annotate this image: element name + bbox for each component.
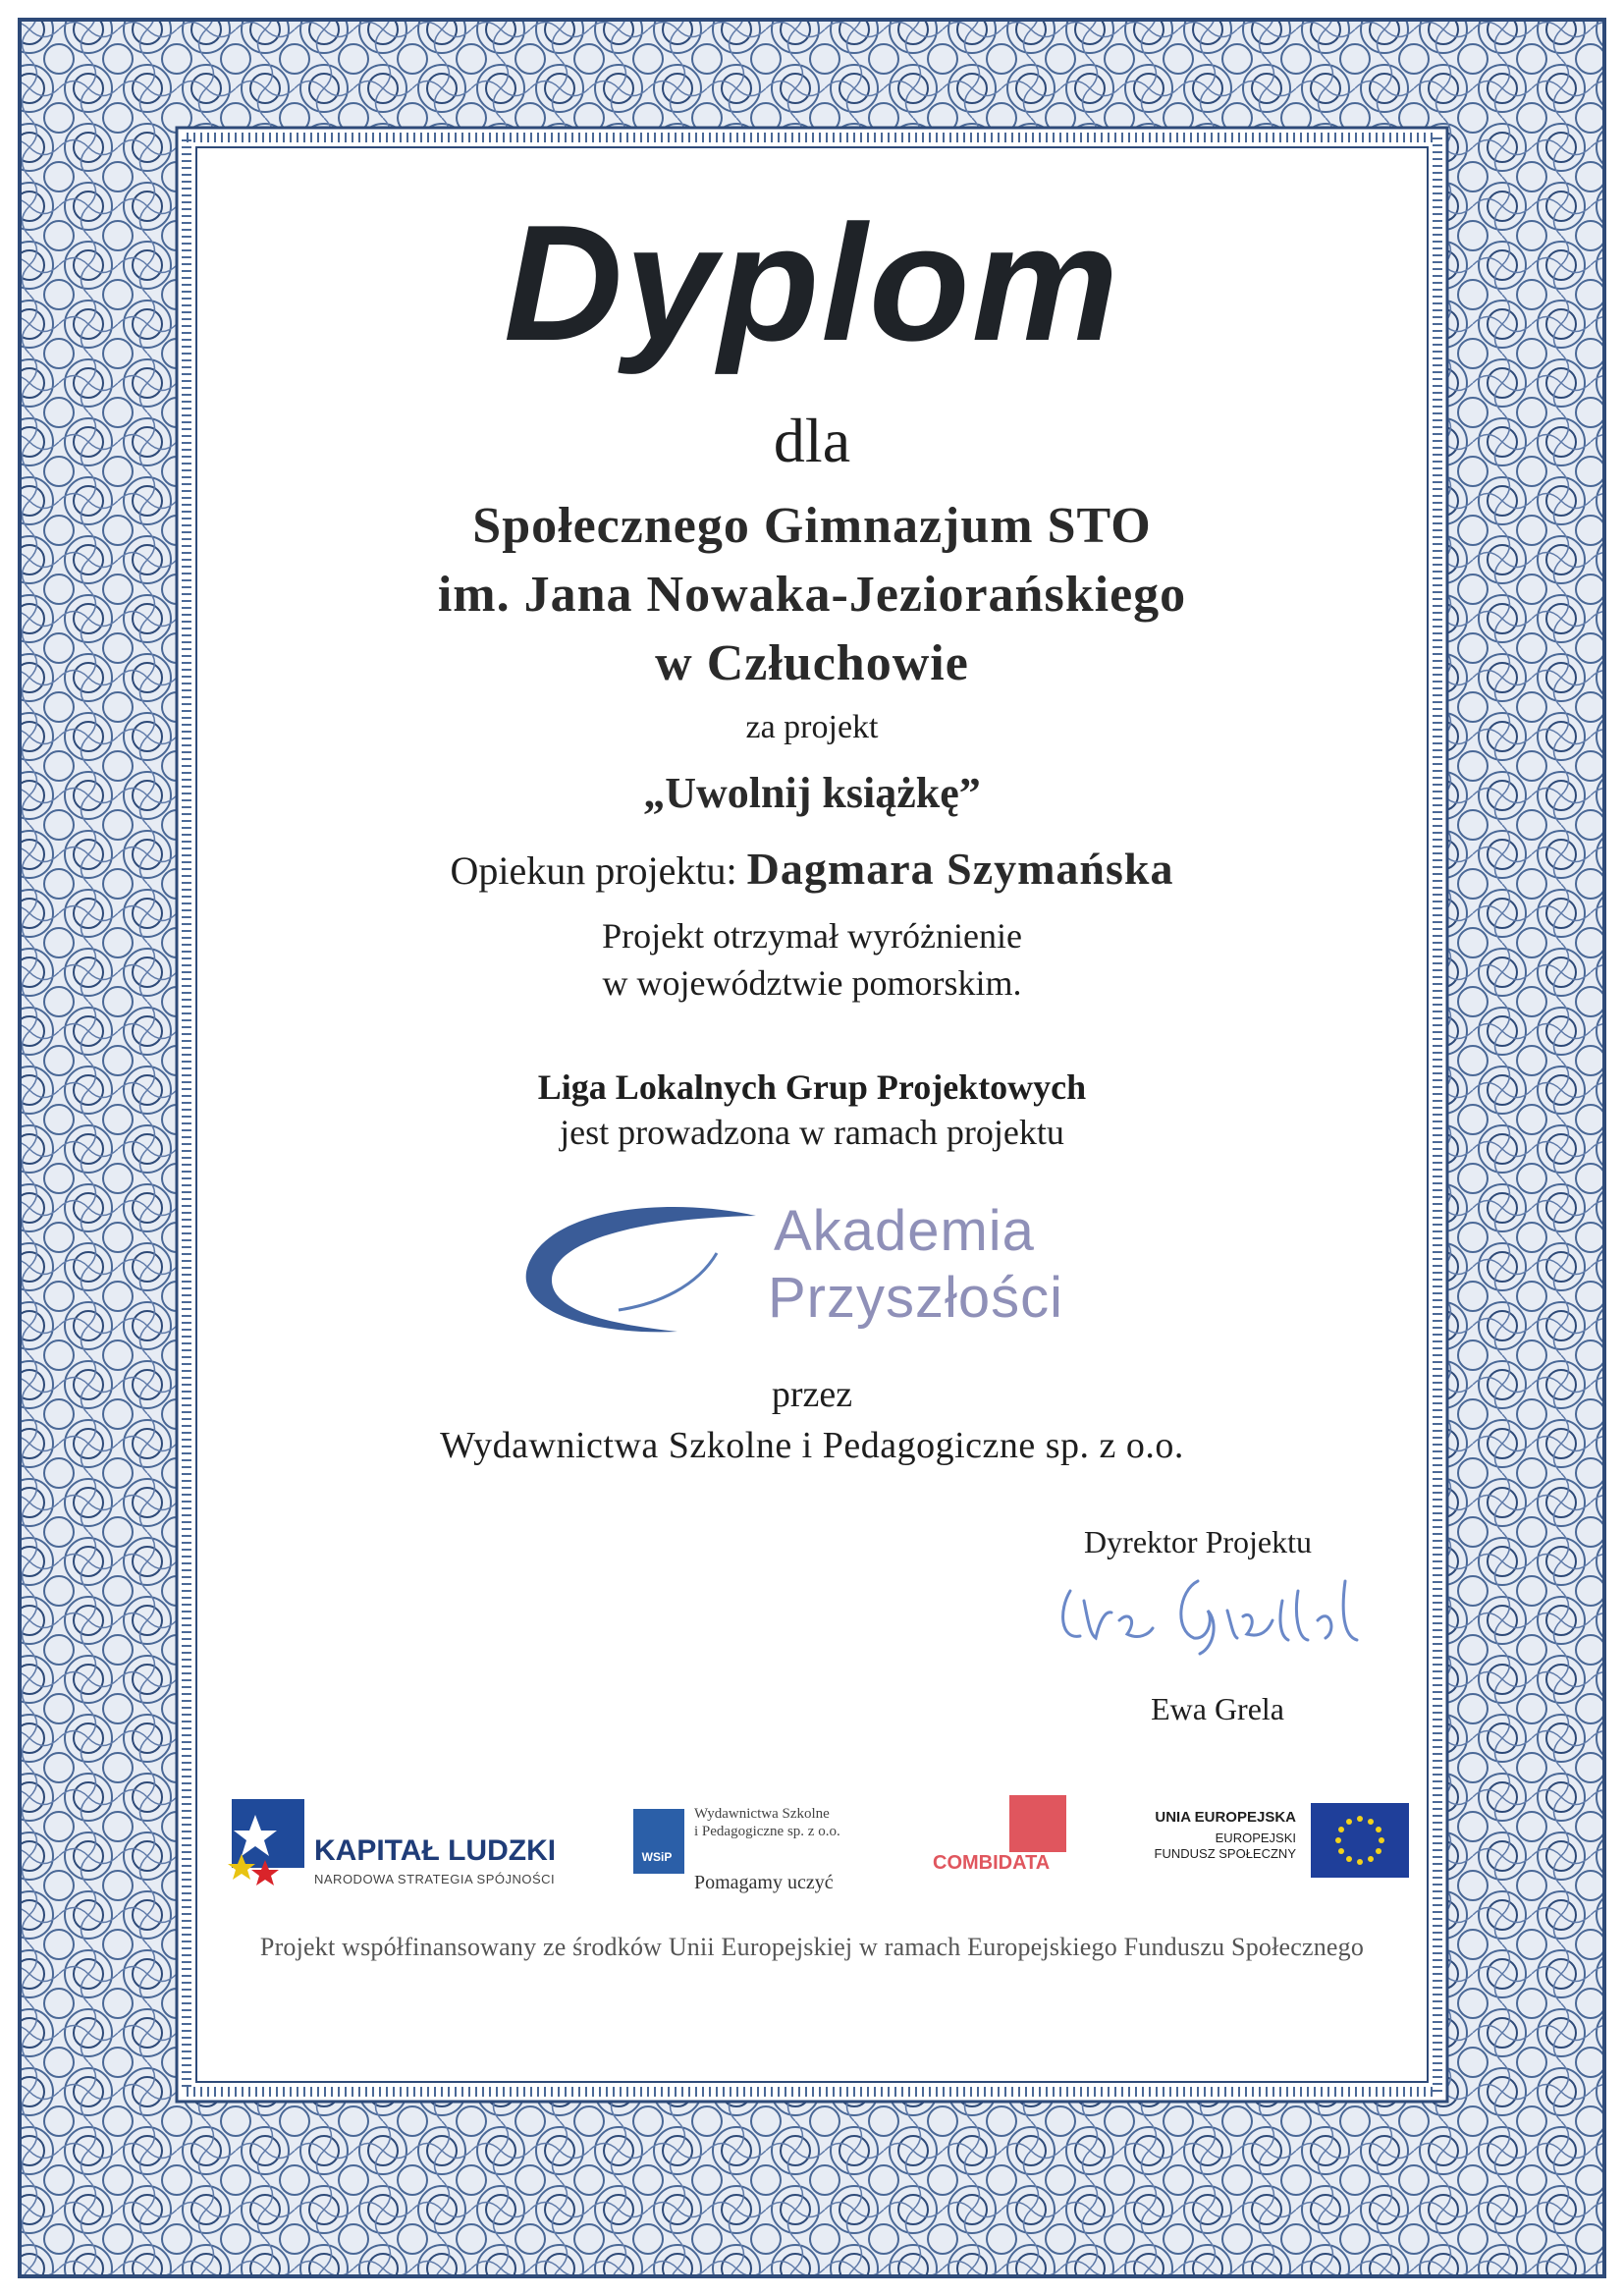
kapital-ludzki-stars-icon xyxy=(226,1795,308,1903)
sponsor-logos xyxy=(216,1777,1408,1925)
handwritten-signature xyxy=(1051,1552,1384,1660)
akademia-text-line-1: Akademia xyxy=(774,1199,1035,1263)
wsip-slogan: Pomagamy uczyć xyxy=(694,1872,834,1893)
wsip-label: WSiP xyxy=(641,1850,673,1864)
publisher-name: Wydawnictwa Szkolne i Pedagogiczne sp. z o.o. xyxy=(440,1425,1184,1466)
akademia-swoosh-icon xyxy=(511,1188,785,1385)
school-name-line-3: w Człuchowie xyxy=(655,635,969,691)
combidata-logo xyxy=(933,1795,1100,1903)
director-label: Dyrektor Projektu xyxy=(1084,1524,1312,1559)
school-name-line-1: Społecznego Gimnazjum STO xyxy=(472,498,1152,554)
kapital-ludzki-subtitle: NARODOWA STRATEGIA SPÓJNOŚCI xyxy=(314,1872,556,1886)
cofinancing-note: Projekt współfinansowany ze środków Unii Europejskiej w ramach Europejskiego Funduszu Społecznego xyxy=(259,1933,1365,1961)
wsip-name xyxy=(694,1805,840,1840)
combidata-text: COMBIDATA xyxy=(933,1852,1051,1874)
eu-social-fund-logo xyxy=(1129,1795,1424,1903)
kapital-ludzki-logo xyxy=(226,1795,579,1903)
diploma-title: Dyplom xyxy=(503,191,1121,375)
league-description: jest prowadzona w ramach projektu xyxy=(560,1113,1064,1152)
league-name: Liga Lokalnych Grup Projektowych xyxy=(537,1067,1087,1107)
by-label: przez xyxy=(771,1374,853,1415)
eu-fund-name xyxy=(1129,1831,1296,1862)
wsip-name-line-1: Wydawnictwa Szkolne xyxy=(694,1806,830,1822)
eu-title: UNIA EUROPEJSKA xyxy=(1155,1809,1296,1826)
distinction-line-2: w województwie pomorskim. xyxy=(602,963,1022,1003)
supervisor-name: Dagmara Szymańska xyxy=(746,844,1174,894)
director-name: Ewa Grela xyxy=(1151,1691,1284,1726)
project-supervisor xyxy=(216,843,1408,895)
supervisor-label: Opiekun projektu: xyxy=(450,848,737,893)
wsip-name-line-2: i Pedagogiczne sp. z o.o. xyxy=(694,1824,840,1839)
eu-flag-icon xyxy=(1311,1803,1409,1878)
diploma-body xyxy=(216,147,1408,2111)
combidata-square-icon xyxy=(1009,1795,1066,1852)
school-name-line-2: im. Jana Nowaka-Jeziorańskiego xyxy=(437,567,1187,623)
project-name: „Uwolnij książkę” xyxy=(643,769,981,817)
akademia-text-line-2: Przyszłości xyxy=(768,1266,1064,1330)
for-label: dla xyxy=(773,406,851,475)
eu-fund-line-2: FUNDUSZ SPOŁECZNY xyxy=(1154,1846,1296,1861)
akademia-przyszlosci-logo xyxy=(511,1188,1119,1385)
eu-fund-line-1: EUROPEJSKI xyxy=(1215,1831,1296,1845)
for-project-label: za projekt xyxy=(745,709,879,745)
distinction-line-1: Projekt otrzymał wyróżnienie xyxy=(602,916,1022,956)
wsip-emblem-icon xyxy=(633,1809,684,1874)
wsip-logo xyxy=(633,1789,869,1907)
kapital-ludzki-title: KAPITAŁ LUDZKI xyxy=(314,1834,557,1867)
